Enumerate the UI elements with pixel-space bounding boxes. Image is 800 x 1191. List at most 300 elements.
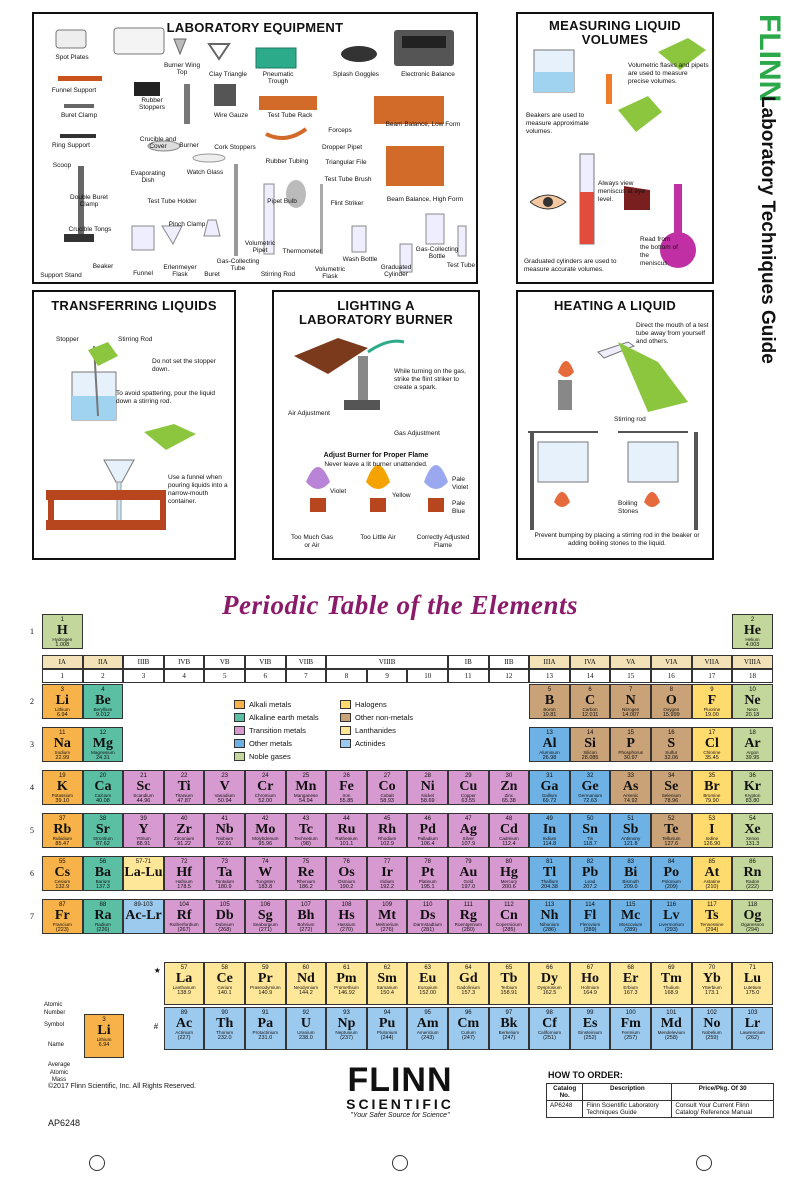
cell-s: Es bbox=[582, 1016, 598, 1031]
cell-s: Lv bbox=[663, 908, 680, 923]
group-roman-label: IIIA bbox=[529, 655, 570, 669]
cell-s: Ac bbox=[175, 1016, 193, 1031]
cell-s: F bbox=[707, 693, 717, 708]
cell-n: 72 bbox=[180, 859, 188, 865]
order-header-price: Price/Pkg. Of 30 bbox=[672, 1084, 774, 1101]
legend-label: Alkali metals bbox=[249, 700, 292, 709]
label-test-tube: Test Tube bbox=[446, 262, 476, 269]
cell-nm: Barium bbox=[95, 879, 111, 884]
cell-nm: Molybdenum bbox=[252, 836, 279, 841]
cell-s: Ga bbox=[540, 779, 559, 794]
element-cell bbox=[448, 1007, 489, 1050]
cell-nm: Niobium bbox=[216, 836, 234, 841]
element-cell bbox=[164, 899, 205, 934]
cell-s: Re bbox=[297, 865, 315, 880]
cell-n: 60 bbox=[302, 965, 310, 971]
element-cell bbox=[692, 684, 733, 719]
legend-label: Alkaline earth metals bbox=[249, 713, 319, 722]
group-roman-label: VIIIB bbox=[326, 655, 448, 669]
label-crucible-and-cover: Crucible and Cover bbox=[139, 136, 177, 151]
element-cell bbox=[610, 962, 651, 1005]
element-cell bbox=[570, 1007, 611, 1050]
cell-nm: Berkelium bbox=[498, 1030, 520, 1035]
cell-n: 50 bbox=[586, 816, 594, 822]
cell-m: (251) bbox=[543, 1035, 556, 1041]
cell-s: Bi bbox=[624, 865, 638, 880]
element-cell bbox=[123, 770, 164, 805]
order-price: Consult Your Current Flinn Catalog/ Reference Manual bbox=[672, 1101, 774, 1118]
element-cell bbox=[164, 962, 205, 1005]
cell-m: 175.0 bbox=[745, 990, 760, 996]
cell-nm: Palladium bbox=[417, 836, 438, 841]
cell-m: 6.94 bbox=[56, 712, 68, 718]
cell-nm: Krypton bbox=[744, 793, 761, 798]
cell-n: 3 bbox=[60, 687, 64, 693]
cell-m: 183.8 bbox=[258, 884, 273, 890]
element-cell bbox=[245, 1007, 286, 1050]
cell-n: 90 bbox=[221, 1010, 229, 1016]
cell-n: 15 bbox=[627, 730, 635, 736]
cell-s: Pt bbox=[421, 865, 435, 880]
cell-n: 9 bbox=[710, 687, 714, 693]
label-stirring-rod: Stirring rod bbox=[614, 416, 646, 423]
cell-n: 43 bbox=[302, 816, 310, 822]
cell-nm: Oganesson bbox=[740, 922, 765, 927]
group-roman-label: VIB bbox=[245, 655, 286, 669]
cell-n: 67 bbox=[586, 965, 594, 971]
cell-s: Sr bbox=[95, 822, 110, 837]
element-cell bbox=[42, 770, 83, 805]
element-cell bbox=[42, 899, 83, 934]
cell-n: 8 bbox=[669, 687, 673, 693]
side-title: Laboratory Techniques Guide bbox=[757, 96, 778, 364]
cell-m: 157.3 bbox=[461, 990, 476, 996]
cell-n: 64 bbox=[464, 965, 472, 971]
cell-n: 36 bbox=[749, 773, 756, 779]
legend-label: Noble gases bbox=[249, 752, 291, 761]
element-cell bbox=[489, 962, 530, 1005]
element-cell bbox=[732, 899, 773, 934]
label-pale-violet: Pale Violet bbox=[452, 476, 469, 492]
cell-m: 167.3 bbox=[623, 990, 638, 996]
panel-title: LABORATORY EQUIPMENT bbox=[166, 20, 344, 35]
group-roman-label: IA bbox=[42, 655, 83, 669]
cell-n: 85 bbox=[708, 859, 716, 865]
cell-nm: Radon bbox=[745, 879, 760, 884]
cell-nm: Cadmium bbox=[499, 836, 519, 841]
label-double-buret-clamp: Double Buret Clamp bbox=[70, 194, 108, 209]
punch-hole bbox=[392, 1155, 408, 1171]
legend-swatch bbox=[340, 726, 351, 735]
cell-n: 79 bbox=[464, 859, 472, 865]
label-pneumatic-trough: Pneumatic Trough bbox=[262, 71, 294, 86]
cell-s: Tl bbox=[542, 865, 557, 880]
lab-equipment-panel bbox=[32, 12, 478, 284]
element-cell bbox=[732, 684, 773, 719]
cell-s: Tb bbox=[500, 971, 518, 986]
cell-m: 173.1 bbox=[705, 990, 719, 996]
cell-m: 102.9 bbox=[380, 841, 394, 847]
group-roman-label: VIIB bbox=[286, 655, 327, 669]
label-air-adjustment: Air Adjustment bbox=[288, 410, 330, 417]
element-cell bbox=[448, 899, 489, 934]
cell-n: 98 bbox=[546, 1010, 553, 1016]
note-pour: To avoid spattering, pour the liquid down a stirring rod. bbox=[116, 390, 216, 406]
cell-n: 52 bbox=[667, 816, 675, 822]
label-dropper-pipet: Dropper Pipet bbox=[321, 144, 363, 151]
cell-s: In bbox=[542, 822, 557, 837]
cell-nm: Xenon bbox=[745, 836, 760, 841]
cell-n: 46 bbox=[424, 816, 432, 822]
cell-n: 32 bbox=[586, 773, 594, 779]
cell-s: Bh bbox=[297, 908, 315, 923]
cell-nm: Francium bbox=[52, 922, 72, 927]
cell-n: 7 bbox=[629, 687, 633, 693]
group-roman-label: IVA bbox=[570, 655, 611, 669]
cell-nm: Silicon bbox=[583, 750, 597, 755]
flinn-logo bbox=[320, 1061, 480, 1119]
cell-nm: Oxygen bbox=[663, 707, 680, 712]
cell-n: 41 bbox=[221, 816, 229, 822]
element-cell bbox=[529, 962, 570, 1005]
group-number-label: 4 bbox=[164, 669, 205, 683]
cell-m: 4.003 bbox=[745, 642, 760, 648]
label-funnel: Funnel bbox=[133, 270, 153, 277]
element-cell bbox=[692, 770, 733, 805]
cell-nm: Livermorium bbox=[658, 922, 684, 927]
cell-m: 114.8 bbox=[542, 841, 557, 847]
element-cell bbox=[286, 899, 327, 934]
cell-nm: Thulium bbox=[663, 985, 680, 990]
cell-nm: Gadolinium bbox=[456, 985, 480, 990]
cell-n: 68 bbox=[627, 965, 635, 971]
cell-n: 19 bbox=[58, 773, 66, 779]
cell-m: 72.63 bbox=[583, 798, 597, 804]
label-graduated-cylinder: Graduated Cylinder bbox=[380, 264, 412, 279]
burner-illustrations bbox=[274, 292, 478, 558]
cell-nm: Osmium bbox=[337, 879, 356, 884]
element-cell bbox=[732, 813, 773, 848]
cell-n: 55 bbox=[58, 859, 66, 865]
cell-m: 190.2 bbox=[339, 884, 354, 890]
cell-s: As bbox=[622, 779, 639, 794]
cell-m: 50.94 bbox=[217, 798, 232, 804]
cell-s: Mc bbox=[620, 908, 641, 923]
punch-hole bbox=[696, 1155, 712, 1171]
cell-nm: Potassium bbox=[51, 793, 74, 798]
cell-m: (237) bbox=[340, 1035, 353, 1041]
group-roman-label: VIA bbox=[651, 655, 692, 669]
cell-s: Cu bbox=[459, 779, 478, 794]
key-mass-label: Average Atomic Mass bbox=[47, 1062, 71, 1083]
element-cell bbox=[326, 856, 367, 891]
cell-n: 10 bbox=[749, 687, 756, 693]
cell-m: (247) bbox=[502, 1035, 516, 1041]
cell-m: 209.0 bbox=[623, 884, 638, 890]
cell-nm: Neodymium bbox=[293, 985, 319, 990]
panel-title-line1: LIGHTING A bbox=[337, 298, 415, 313]
cell-nm: Carbon bbox=[582, 707, 598, 712]
label-forceps: Forceps bbox=[328, 127, 352, 134]
element-cell bbox=[367, 962, 408, 1005]
element-cell bbox=[245, 770, 286, 805]
cell-m: 131.3 bbox=[745, 841, 760, 847]
cell-s: H bbox=[56, 623, 68, 638]
label-rubber-tubing: Rubber Tubing bbox=[265, 158, 309, 165]
cell-s: Au bbox=[459, 865, 478, 880]
order-header-description: Description bbox=[583, 1084, 672, 1101]
cell-m: (294) bbox=[746, 927, 759, 933]
cell-nm: Gallium bbox=[541, 793, 558, 798]
cell-n: 100 bbox=[625, 1010, 636, 1016]
cell-s: Pa bbox=[257, 1016, 274, 1031]
cell-n: 116 bbox=[666, 902, 677, 908]
cell-n: 92 bbox=[302, 1010, 310, 1016]
cell-s: Zr bbox=[176, 822, 192, 837]
period-label: 4 bbox=[30, 782, 34, 792]
cell-n: 106 bbox=[260, 902, 271, 908]
cell-n: 34 bbox=[667, 773, 675, 779]
cell-nm: Copper bbox=[460, 793, 476, 798]
cell-s: Rg bbox=[459, 908, 477, 923]
cell-nm: Neon bbox=[746, 707, 758, 712]
cell-s: Po bbox=[663, 865, 680, 880]
cell-n: 40 bbox=[180, 816, 188, 822]
adjust-warning: Never leave a lit burner unattended. bbox=[324, 461, 428, 468]
cell-s: Ru bbox=[337, 822, 356, 837]
period-label: 1 bbox=[30, 626, 34, 636]
cell-s: Ta bbox=[217, 865, 233, 880]
legend-swatch bbox=[340, 739, 351, 748]
cell-m: 207.2 bbox=[583, 884, 597, 890]
legend-swatch bbox=[340, 700, 351, 709]
element-cell bbox=[489, 1007, 530, 1050]
label-gas-collecting-tube: Gas-Collecting Tube bbox=[216, 258, 260, 273]
cell-nm: Meitnerium bbox=[375, 922, 399, 927]
label-ring-support: Ring Support bbox=[52, 142, 90, 149]
copyright: ©2017 Flinn Scientific, Inc. All Rights Reserved. bbox=[48, 1083, 196, 1090]
group-roman-label: VIIIA bbox=[732, 655, 773, 669]
element-cell bbox=[367, 1007, 408, 1050]
label-stirring-rod: Stirring Rod bbox=[260, 271, 296, 278]
cell-s: Lr bbox=[744, 1016, 761, 1031]
cell-s: W bbox=[258, 865, 273, 880]
cell-s: Th bbox=[216, 1016, 234, 1031]
cell-nm: Iridium bbox=[380, 879, 394, 884]
cell-nm: Promethium bbox=[334, 985, 359, 990]
cell-n: 81 bbox=[546, 859, 553, 865]
order-description: Flinn Scientific Laboratory Techniques Guide bbox=[583, 1101, 672, 1118]
group-number-label: 7 bbox=[286, 669, 327, 683]
cell-s: Ts bbox=[705, 908, 719, 923]
cell-s: Np bbox=[337, 1016, 356, 1031]
label-flint-striker: Flint Striker bbox=[330, 200, 364, 207]
cell-m: 65.38 bbox=[502, 798, 516, 804]
cell-m: 55.85 bbox=[339, 798, 354, 804]
element-cell bbox=[570, 962, 611, 1005]
element-cell bbox=[489, 813, 530, 848]
cell-nm: Sulfur bbox=[665, 750, 678, 755]
cell-m: (271) bbox=[258, 927, 272, 933]
cell-n: 95 bbox=[424, 1010, 432, 1016]
cell-n: 108 bbox=[341, 902, 352, 908]
element-cell bbox=[732, 1007, 773, 1050]
cell-n: 84 bbox=[667, 859, 675, 865]
cell-nm: Yttrium bbox=[136, 836, 151, 841]
cell-nm: Rhodium bbox=[377, 836, 397, 841]
label-triangular-file: Triangular File bbox=[325, 159, 367, 166]
element-cell bbox=[286, 813, 327, 848]
cell-n: 48 bbox=[505, 816, 513, 822]
cell-m: 112.4 bbox=[502, 841, 516, 847]
element-cell bbox=[651, 770, 692, 805]
legend-label: Actinides bbox=[355, 739, 386, 748]
element-cell bbox=[651, 813, 692, 848]
cell-s: Pd bbox=[419, 822, 436, 837]
cell-m: (258) bbox=[664, 1035, 678, 1041]
cell-m: 20.18 bbox=[745, 712, 760, 718]
cell-n: 27 bbox=[383, 773, 391, 779]
element-cell bbox=[448, 962, 489, 1005]
cell-n: 44 bbox=[343, 816, 350, 822]
cell-nm: Lutetium bbox=[743, 985, 762, 990]
key-number-label: Atomic Number bbox=[44, 1002, 66, 1016]
label-test-tube-holder: Test Tube Holder bbox=[147, 198, 197, 205]
cell-n: 65 bbox=[505, 965, 513, 971]
element-cell bbox=[448, 856, 489, 891]
element-cell bbox=[610, 856, 651, 891]
cell-nm: Bismuth bbox=[622, 879, 639, 884]
cell-m: 79.90 bbox=[705, 798, 719, 804]
cell-m: 15.999 bbox=[662, 712, 680, 718]
cell-m: 101.1 bbox=[339, 841, 354, 847]
label-yellow: Yellow bbox=[392, 492, 411, 499]
cell-nm: Tennessine bbox=[700, 922, 724, 927]
cell-m: 232.0 bbox=[217, 1035, 232, 1041]
cell-n: 91 bbox=[261, 1010, 269, 1016]
group-number-label: 14 bbox=[570, 669, 611, 683]
cell-m: 162.5 bbox=[542, 990, 557, 996]
group-number-label: 1 bbox=[42, 669, 83, 683]
cell-s: Sc bbox=[136, 779, 151, 794]
cell-nm: Holmium bbox=[581, 985, 600, 990]
label-thermometer: Thermometer bbox=[282, 248, 322, 255]
label-test-tube-brush: Test Tube Brush bbox=[324, 176, 372, 183]
cell-s: He bbox=[743, 623, 762, 638]
element-cell bbox=[692, 856, 733, 891]
cell-m: 40.08 bbox=[96, 798, 110, 804]
label-erlenmeyer-flask: Erlenmeyer Flask bbox=[163, 264, 197, 279]
cell-n: 12 bbox=[99, 730, 107, 736]
cell-s: Pu bbox=[378, 1016, 396, 1031]
legend-item bbox=[340, 726, 396, 735]
cell-nm: Chromium bbox=[254, 793, 276, 798]
cell-nm: Dubnium bbox=[215, 922, 234, 927]
cell-m: (281) bbox=[421, 927, 435, 933]
element-cell bbox=[42, 614, 83, 649]
cell-n: 88 bbox=[99, 902, 107, 908]
cell-m: 26.98 bbox=[542, 755, 557, 761]
label-burner: Burner bbox=[179, 142, 199, 149]
group-roman-label: VB bbox=[204, 655, 245, 669]
cell-nm: Mercury bbox=[500, 879, 518, 884]
label-burner-wing-top: Burner Wing Top bbox=[163, 62, 201, 77]
group-number-label: 10 bbox=[407, 669, 448, 683]
cell-nm: Magnesium bbox=[91, 750, 115, 755]
cell-n: 59 bbox=[261, 965, 269, 971]
label-gas-collecting-bottle: Gas-Collecting Bottle bbox=[415, 246, 459, 261]
cell-nm: Tin bbox=[586, 836, 594, 841]
cell-s: N bbox=[625, 693, 636, 708]
cell-s: Db bbox=[215, 908, 234, 923]
legend-swatch bbox=[234, 726, 245, 735]
cell-n: 47 bbox=[464, 816, 472, 822]
cell-nm: Europium bbox=[417, 985, 438, 990]
cell-s: Hs bbox=[338, 908, 355, 923]
cell-nm: Rutherfordium bbox=[169, 922, 199, 927]
element-cell bbox=[326, 1007, 367, 1050]
element-cell bbox=[407, 813, 448, 848]
cell-n: 76 bbox=[343, 859, 350, 865]
cell-s: Mn bbox=[295, 779, 317, 794]
cell-m: 118.7 bbox=[583, 841, 597, 847]
element-cell bbox=[570, 770, 611, 805]
cell-m: 197.0 bbox=[461, 884, 476, 890]
cell-n: 54 bbox=[749, 816, 756, 822]
cell-s: Sm bbox=[377, 971, 397, 986]
note-volumetric: Volumetric flasks and pipets are used to measure precise volumes. bbox=[628, 62, 709, 86]
element-cell bbox=[83, 727, 124, 762]
cell-m: 85.47 bbox=[55, 841, 70, 847]
group-roman-label: IVB bbox=[164, 655, 205, 669]
flame-too-much: Too Much Gas or Air bbox=[291, 534, 333, 550]
element-cell bbox=[651, 727, 692, 762]
label-support-stand: Support Stand bbox=[40, 272, 82, 279]
element-cell bbox=[164, 1007, 205, 1050]
legend-label: Lanthanides bbox=[355, 726, 396, 735]
cell-n: 83 bbox=[627, 859, 635, 865]
cell-s: K bbox=[56, 779, 68, 794]
cell-n: 1 bbox=[60, 617, 64, 623]
cell-s: Al bbox=[542, 736, 557, 751]
cell-m: (276) bbox=[380, 927, 394, 933]
note-direct-mouth: Direct the mouth of a test tube away from yourself and others. bbox=[636, 322, 709, 346]
element-cell bbox=[204, 856, 245, 891]
group-roman-label: VIIA bbox=[692, 655, 733, 669]
cell-nm: Chlorine bbox=[703, 750, 721, 755]
legend-item bbox=[234, 739, 292, 748]
cell-nm: Nihonium bbox=[539, 922, 560, 927]
cell-s: U bbox=[300, 1016, 311, 1031]
label-funnel-support: Funnel Support bbox=[51, 87, 97, 94]
cell-s: Zn bbox=[500, 779, 518, 794]
cell-nm: Nitrogen bbox=[622, 707, 640, 712]
cell-n: 89-103 bbox=[134, 902, 153, 908]
cell-nm: Hassium bbox=[337, 922, 356, 927]
cell-m: (209) bbox=[664, 884, 678, 890]
cell-n: 75 bbox=[302, 859, 310, 865]
cell-s: P bbox=[626, 736, 635, 751]
cell-s: Pm bbox=[336, 971, 357, 986]
cell-m: 95.96 bbox=[258, 841, 273, 847]
cell-s: Fl bbox=[583, 908, 597, 923]
cell-nm: Nobelium bbox=[702, 1030, 722, 1035]
cell-m: 164.9 bbox=[583, 990, 597, 996]
cell-nm: Tantalum bbox=[215, 879, 234, 884]
element-cell bbox=[692, 813, 733, 848]
cell-n: 66 bbox=[546, 965, 553, 971]
cell-nm: Ruthenium bbox=[335, 836, 358, 841]
